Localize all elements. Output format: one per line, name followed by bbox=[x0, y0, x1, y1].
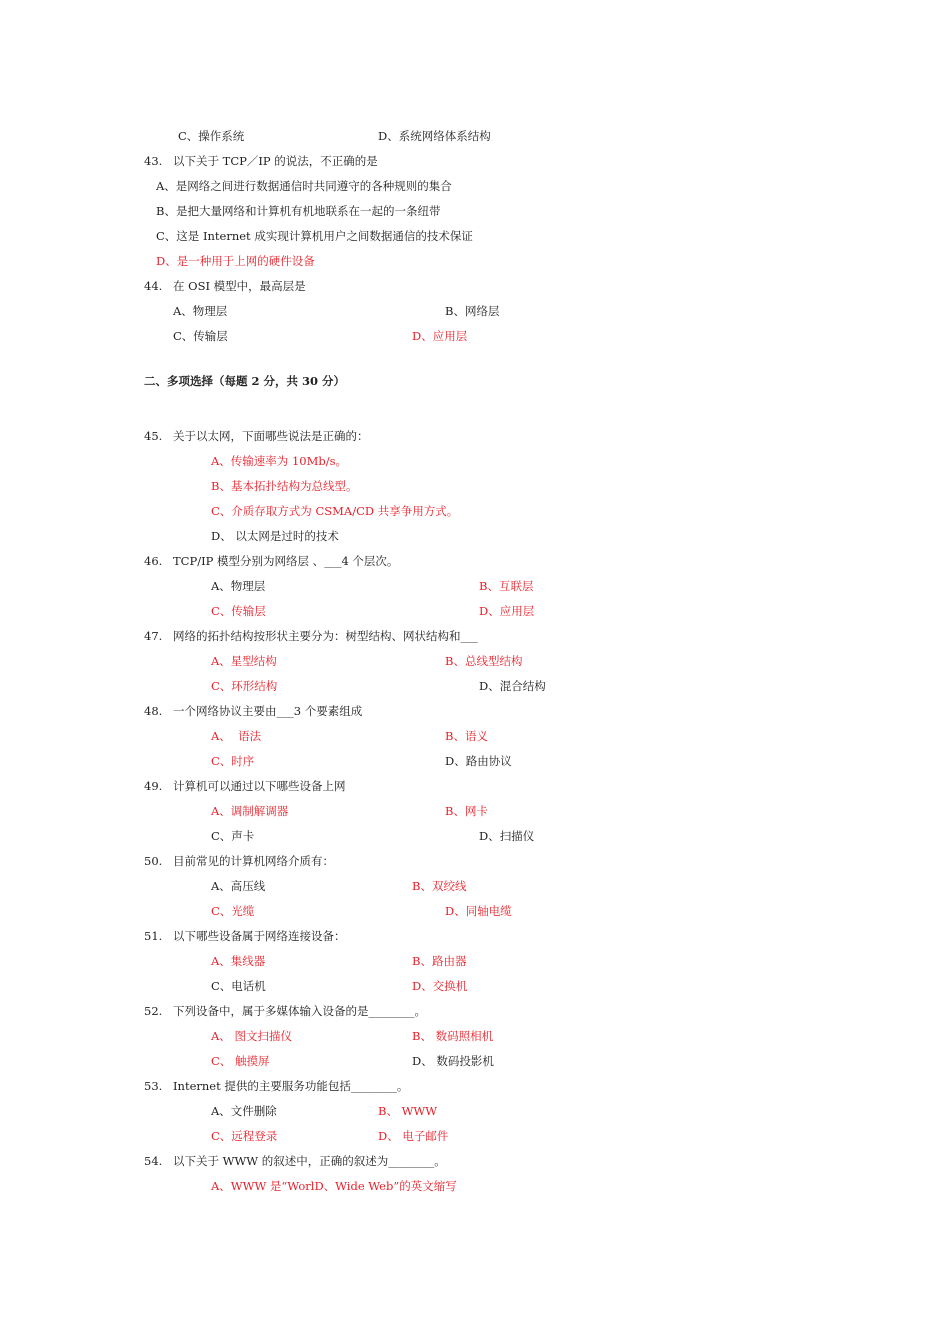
option-d: D、混合结构 bbox=[479, 679, 546, 693]
stem-blank: ___ bbox=[460, 629, 478, 643]
question-stem: 关于以太网，下面哪些说法是正确的： bbox=[173, 429, 369, 443]
option-a-answer: A、星型结构 bbox=[211, 654, 277, 668]
option-c-answer: C、传输层 bbox=[211, 604, 266, 618]
option-a-answer: A、WWW 是“WorlD、Wide Web”的英文缩写 bbox=[211, 1179, 457, 1193]
question-stem: 以下关于 WWW 的叙述中，正确的叙述为________。 bbox=[173, 1154, 446, 1168]
option-c-answer: C、环形结构 bbox=[211, 679, 278, 693]
option-a: A、文件删除 bbox=[211, 1104, 277, 1118]
section-heading: 二、多项选择（每题 2 分，共 30 分） bbox=[144, 374, 346, 388]
option-d-answer: D、是一种用于上网的硬件设备 bbox=[156, 254, 315, 268]
option-a-answer: A、 图文扫描仪 bbox=[211, 1029, 292, 1043]
question-stem: 下列设备中，属于多媒体输入设备的是________。 bbox=[173, 1004, 426, 1018]
option-a: A、物理层 bbox=[173, 304, 228, 318]
option-b-answer: B、基本拓扑结构为总线型。 bbox=[211, 479, 358, 493]
question-stem: 目前常见的计算机网络介质有： bbox=[173, 854, 334, 868]
stem-text-end: 4 个层次。 bbox=[341, 554, 399, 568]
option-d-answer: D、交换机 bbox=[412, 979, 468, 993]
option-c-answer: C、介质存取方式为 CSMA/CD 共享争用方式。 bbox=[211, 504, 459, 518]
prev-option-d: D、系统网络体系结构 bbox=[378, 129, 491, 143]
question-stem bbox=[173, 703, 362, 719]
option-c-answer: C、光缆 bbox=[211, 904, 255, 918]
option-b-answer: B、网卡 bbox=[445, 804, 488, 818]
stem-blank: ___ bbox=[324, 554, 342, 568]
option-d: D、 以太网是过时的技术 bbox=[211, 529, 339, 543]
option-b-answer: B、双绞线 bbox=[412, 879, 467, 893]
option-d: D、扫描仪 bbox=[479, 829, 535, 843]
option-a: A、物理层 bbox=[211, 579, 266, 593]
question-stem: 计算机可以通过以下哪些设备上网 bbox=[173, 779, 346, 793]
option-b-answer: B、 数码照相机 bbox=[412, 1029, 494, 1043]
option-b-answer: B、 WWW bbox=[378, 1104, 438, 1118]
option-a-answer: A、 语法 bbox=[211, 729, 262, 743]
option-d-answer: D、同轴电缆 bbox=[445, 904, 512, 918]
question-number: 53. bbox=[144, 1079, 163, 1093]
option-d-answer: D、应用层 bbox=[479, 604, 535, 618]
question-number: 49. bbox=[144, 779, 163, 793]
question-number: 48. bbox=[144, 704, 163, 718]
option-b-answer: B、路由器 bbox=[412, 954, 467, 968]
option-d: D、 数码投影机 bbox=[412, 1054, 494, 1068]
question-number: 52. bbox=[144, 1004, 163, 1018]
stem-text: TCP/IP 模型分别为网络层 、 bbox=[173, 554, 325, 568]
option-c-answer: C、时序 bbox=[211, 754, 255, 768]
option-a: A、高压线 bbox=[211, 879, 266, 893]
question-stem: Internet 提供的主要服务功能包括________。 bbox=[173, 1079, 409, 1093]
option-c-answer: C、 触摸屏 bbox=[211, 1054, 270, 1068]
question-number: 51. bbox=[144, 929, 163, 943]
stem-text: 一个网络协议主要由 bbox=[173, 704, 277, 718]
question-number: 46. bbox=[144, 554, 163, 568]
option-d: D、路由协议 bbox=[445, 754, 512, 768]
option-c-answer: C、远程登录 bbox=[211, 1129, 278, 1143]
question-stem: 在 OSI 模型中，最高层是 bbox=[173, 279, 306, 293]
question-stem bbox=[173, 553, 398, 569]
option-b-answer: B、互联层 bbox=[479, 579, 534, 593]
option-c: C、这是 Internet 成实现计算机用户之间数据通信的技术保证 bbox=[156, 229, 473, 243]
option-d-answer: D、 电子邮件 bbox=[378, 1129, 449, 1143]
question-stem bbox=[173, 628, 478, 644]
stem-text: 网络的拓扑结构按形状主要分为：树型结构、网状结构和 bbox=[173, 629, 461, 643]
question-number: 43. bbox=[144, 154, 163, 168]
question-number: 44. bbox=[144, 279, 163, 293]
option-b-answer: B、语义 bbox=[445, 729, 488, 743]
option-c: C、电话机 bbox=[211, 979, 266, 993]
option-b: B、是把大量网络和计算机有机地联系在一起的一条纽带 bbox=[156, 204, 441, 218]
stem-blank: ___ bbox=[276, 704, 294, 718]
stem-text-end: 3 个要素组成 bbox=[293, 704, 363, 718]
option-b-answer: B、总线型结构 bbox=[445, 654, 523, 668]
question-number: 50. bbox=[144, 854, 163, 868]
question-number: 45. bbox=[144, 429, 163, 443]
option-a-answer: A、传输速率为 10Mb/s。 bbox=[211, 454, 348, 468]
question-stem: 以下哪些设备属于网络连接设备： bbox=[173, 929, 346, 943]
option-c: C、传输层 bbox=[173, 329, 228, 343]
question-stem: 以下关于 TCP／IP 的说法，不正确的是 bbox=[173, 154, 378, 168]
option-c: C、声卡 bbox=[211, 829, 255, 843]
option-a-answer: A、调制解调器 bbox=[211, 804, 289, 818]
question-number: 54. bbox=[144, 1154, 163, 1168]
option-b: B、网络层 bbox=[445, 304, 500, 318]
option-d-answer: D、应用层 bbox=[412, 329, 468, 343]
question-number: 47. bbox=[144, 629, 163, 643]
option-a-answer: A、集线器 bbox=[211, 954, 266, 968]
option-a: A、是网络之间进行数据通信时共同遵守的各种规则的集合 bbox=[156, 179, 452, 193]
prev-option-c: C、操作系统 bbox=[178, 129, 245, 143]
